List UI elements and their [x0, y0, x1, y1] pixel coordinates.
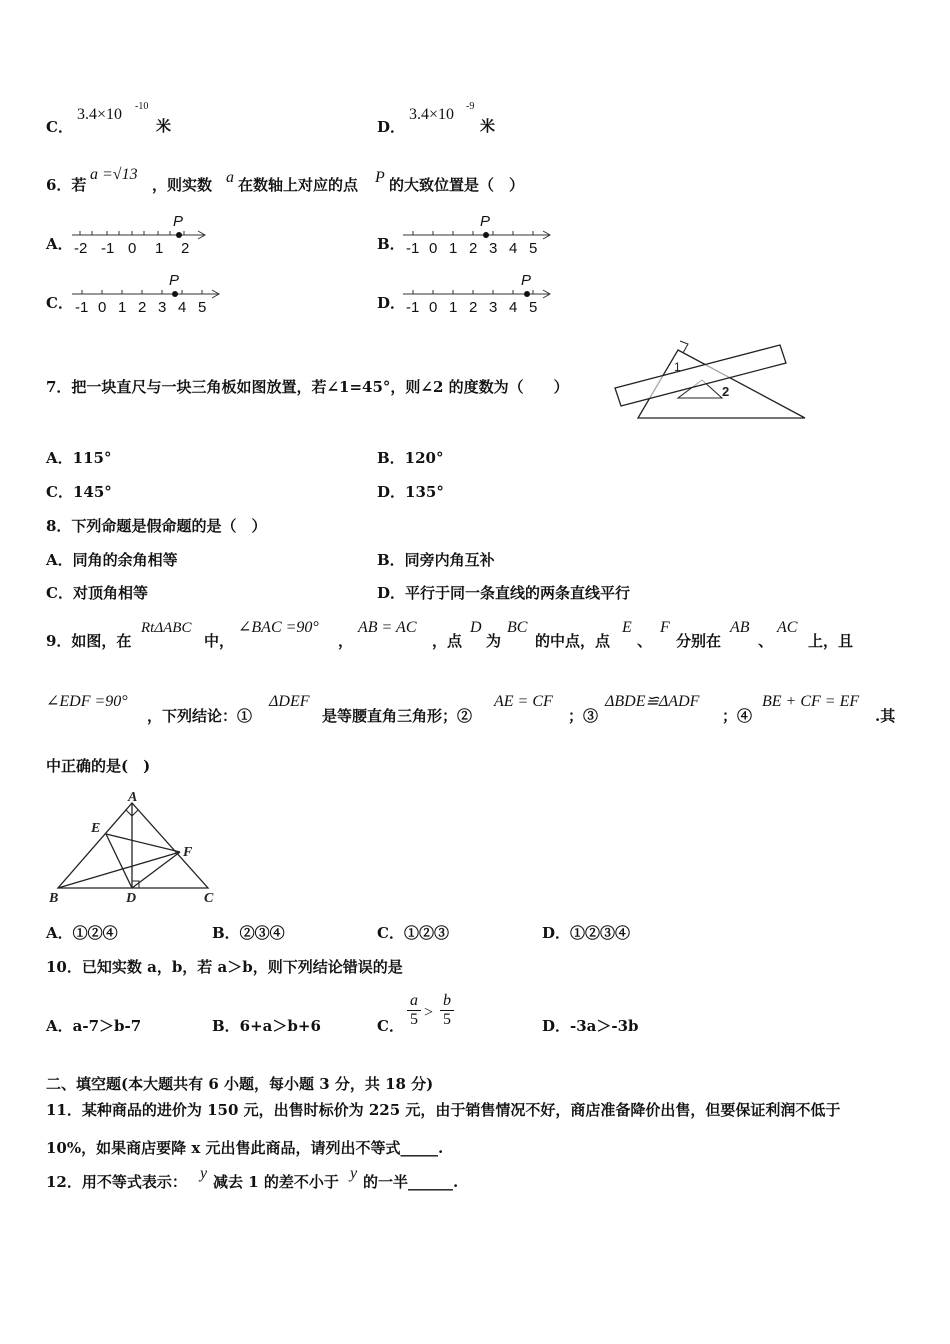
q9-label-e: E: [91, 821, 101, 836]
q6-variable-a: a: [226, 169, 234, 186]
q7-stem: 7．把一块直尺与一块三角板如图放置，若∠1=45°，则∠2 的度数为（ ）: [46, 378, 569, 396]
q6-c-tick-label: -1: [75, 299, 89, 316]
q8-option-c: C．对顶角相等: [46, 584, 148, 602]
q7-option-b: B．120°: [377, 449, 444, 467]
q6-a-tick-label: -2: [74, 240, 88, 257]
q10-fraction-a-numerator: a: [410, 992, 418, 1009]
q9-text: ；④: [722, 707, 753, 725]
q5-option-d-exponent: -9: [466, 101, 475, 112]
q9-text: 、: [637, 632, 653, 650]
q5-option-c-coef: 3.4×10: [77, 106, 123, 123]
q6-b-tick-label: 2: [469, 240, 478, 257]
q9-math: AB = AC: [358, 619, 417, 636]
q9-text: 分别在: [676, 632, 722, 650]
q6-option-d-label: D．: [377, 294, 406, 312]
q6-d-tick-label: -1: [406, 299, 420, 316]
q6-d-tick-label: 5: [529, 299, 538, 316]
q8-option-d: D．平行于同一条直线的两条直线平行: [377, 584, 631, 602]
q12-variable-y: y: [200, 1165, 208, 1182]
q9-label-a: A: [128, 790, 138, 805]
q9-math: ΔDEF: [269, 693, 310, 710]
q9-math: AE = CF: [494, 693, 553, 710]
q9-text: .其: [875, 707, 896, 725]
q9-text: ；③: [568, 707, 599, 725]
q8-option-a: A．同角的余角相等: [46, 551, 178, 569]
q11-line-2: 10%，如果商店要降 x 元出售此商品，请列出不等式_____.: [46, 1139, 444, 1157]
q11-line-1: 11．某种商品的进价为 150 元，出售时标价为 225 元，由于销售情况不好，商店准备降价出售，但要保证利润不低于: [46, 1101, 841, 1119]
q5-option-d-coef: 3.4×10: [409, 106, 455, 123]
q6-c-point-dot: [172, 291, 178, 297]
q6-d-tick-label: 3: [489, 299, 498, 316]
section-2-heading: 二、填空题(本大题共有 6 小题，每小题 3 分，共 18 分): [46, 1075, 434, 1093]
q10-fraction-a: [407, 992, 421, 1029]
q9-math: ΔBDE≌ΔADF: [605, 693, 700, 710]
q6-d-tick-label: 0: [429, 299, 438, 316]
q6-c-point-label: P: [169, 272, 180, 289]
q6-b-tick-label: 4: [509, 240, 518, 257]
q10-fraction-b: [440, 992, 454, 1029]
q9-math: ∠EDF =90°: [46, 693, 128, 710]
q8-stem: 8．下列命题是假命题的是（ ）: [46, 517, 267, 535]
q6-a-tick-label: 0: [128, 240, 137, 257]
q9-math: AC: [777, 619, 798, 636]
q10-option-a: A．a-7＞b-7: [46, 1017, 142, 1035]
q10-option-c-label: C．: [377, 1017, 404, 1035]
q9-text: 是等腰直角三角形；②: [322, 707, 473, 725]
q7-angle-1-label: 1: [674, 360, 681, 374]
q9-math: F: [660, 619, 670, 636]
q6-text-2: 在数轴上对应的点: [238, 176, 359, 194]
q5-option-c-label: C．: [46, 118, 73, 136]
q6-option-a-label: A．: [46, 235, 73, 253]
q6-c-tick-label: 4: [178, 299, 187, 316]
q6-c-tick-label: 5: [198, 299, 207, 316]
q7-option-d: D．135°: [377, 483, 444, 501]
q6-a-tick-label: 1: [155, 240, 164, 257]
q9-text: 、: [758, 632, 774, 650]
q9-text: ，下列结论：①: [147, 707, 253, 725]
q6-option-c-label: C．: [46, 294, 73, 312]
q9-text: 9．如图，在: [46, 632, 132, 650]
q9-math: RtΔABC: [141, 620, 192, 636]
q7-angle-2-label: 2: [722, 384, 730, 399]
q9-text: 上，且: [808, 632, 854, 650]
q6-number-line-b: [403, 214, 553, 258]
q6-c-tick-label: 2: [138, 299, 147, 316]
q10-fraction-a-denominator: 5: [407, 1010, 421, 1029]
q6-a-equation: a =√13: [90, 166, 138, 183]
q9-option-c: C．①②③: [377, 924, 449, 942]
q6-number: 6．若: [46, 176, 87, 194]
q7-ruler-triangle-figure: [610, 340, 810, 425]
q6-d-tick-label: 1: [449, 299, 458, 316]
q8-option-b: B．同旁内角互补: [377, 551, 495, 569]
q9-math: D: [470, 619, 482, 636]
q9-triangle-figure: [46, 790, 226, 910]
q9-math: E: [622, 619, 632, 636]
q6-c-tick-label: 0: [98, 299, 107, 316]
q10-fraction-b-numerator: b: [443, 992, 451, 1009]
q6-number-line-d: [403, 273, 553, 317]
q5-option-c-exponent: -10: [135, 101, 149, 112]
q6-a-tick-label: 2: [181, 240, 190, 257]
q6-c-tick-label: 1: [118, 299, 127, 316]
q6-b-point-dot: [483, 232, 489, 238]
q6-d-tick-label: 4: [509, 299, 518, 316]
q9-option-b: B．②③④: [212, 924, 285, 942]
q6-number-line-c: [72, 273, 222, 317]
q12-text-2: 减去 1 的差不小于: [213, 1173, 339, 1191]
q6-c-tick-label: 3: [158, 299, 167, 316]
q6-text-1: ，则实数: [152, 176, 213, 194]
q6-number-line-a: [72, 214, 212, 258]
q9-text: ，: [338, 632, 354, 650]
q6-a-point-dot: [176, 232, 182, 238]
q9-math: BE + CF = EF: [762, 693, 860, 710]
q9-text: 中，: [204, 632, 235, 650]
q9-label-f: F: [183, 845, 193, 860]
q6-d-tick-label: 2: [469, 299, 478, 316]
q6-option-b-label: B．: [377, 235, 405, 253]
q9-option-d: D．①②③④: [542, 924, 631, 942]
q9-label-c: C: [204, 891, 214, 906]
q10-greater-than: >: [424, 1004, 434, 1021]
q6-a-point-label: P: [173, 213, 184, 230]
q9-math: ∠BAC =90°: [238, 619, 319, 636]
q6-d-point-label: P: [521, 272, 532, 289]
q6-b-tick-label: 3: [489, 240, 498, 257]
q10-stem: 10．已知实数 a，b，若 a＞b，则下列结论错误的是: [46, 958, 403, 976]
q9-math: AB: [730, 619, 750, 636]
q6-d-point-dot: [524, 291, 530, 297]
q9-text: 中正确的是( ): [46, 757, 151, 775]
q5-option-d-unit: 米: [480, 117, 496, 135]
q6-b-tick-label: 0: [429, 240, 438, 257]
q12-variable-y: y: [350, 1165, 358, 1182]
q6-a-tick-label: -1: [101, 240, 115, 257]
q6-b-tick-label: -1: [406, 240, 420, 257]
q9-text: ，点: [432, 632, 463, 650]
q9-label-d: D: [126, 891, 137, 906]
q6-text-3: 的大致位置是（ ）: [389, 176, 525, 194]
q12-text-3: 的一半______.: [363, 1173, 459, 1191]
q9-text: 的中点，点: [535, 632, 611, 650]
q6-b-tick-label: 5: [529, 240, 538, 257]
q6-b-point-label: P: [480, 213, 491, 230]
q10-option-b: B．6+a＞b+6: [212, 1017, 321, 1035]
q9-option-a: A．①②④: [46, 924, 118, 942]
q7-option-a: A．115°: [46, 449, 112, 467]
q10-fraction-b-denominator: 5: [440, 1010, 454, 1029]
q7-option-c: C．145°: [46, 483, 112, 501]
q6-b-tick-label: 1: [449, 240, 458, 257]
q5-option-d-label: D．: [377, 118, 406, 136]
q9-text: 为: [486, 632, 502, 650]
q9-label-b: B: [49, 891, 59, 906]
q12-text-1: 12．用不等式表示：: [46, 1173, 187, 1191]
q9-math: BC: [507, 619, 528, 636]
q10-option-d: D．-3a＞-3b: [542, 1017, 639, 1035]
q5-option-c-unit: 米: [156, 117, 172, 135]
q6-point-p: P: [375, 169, 385, 186]
